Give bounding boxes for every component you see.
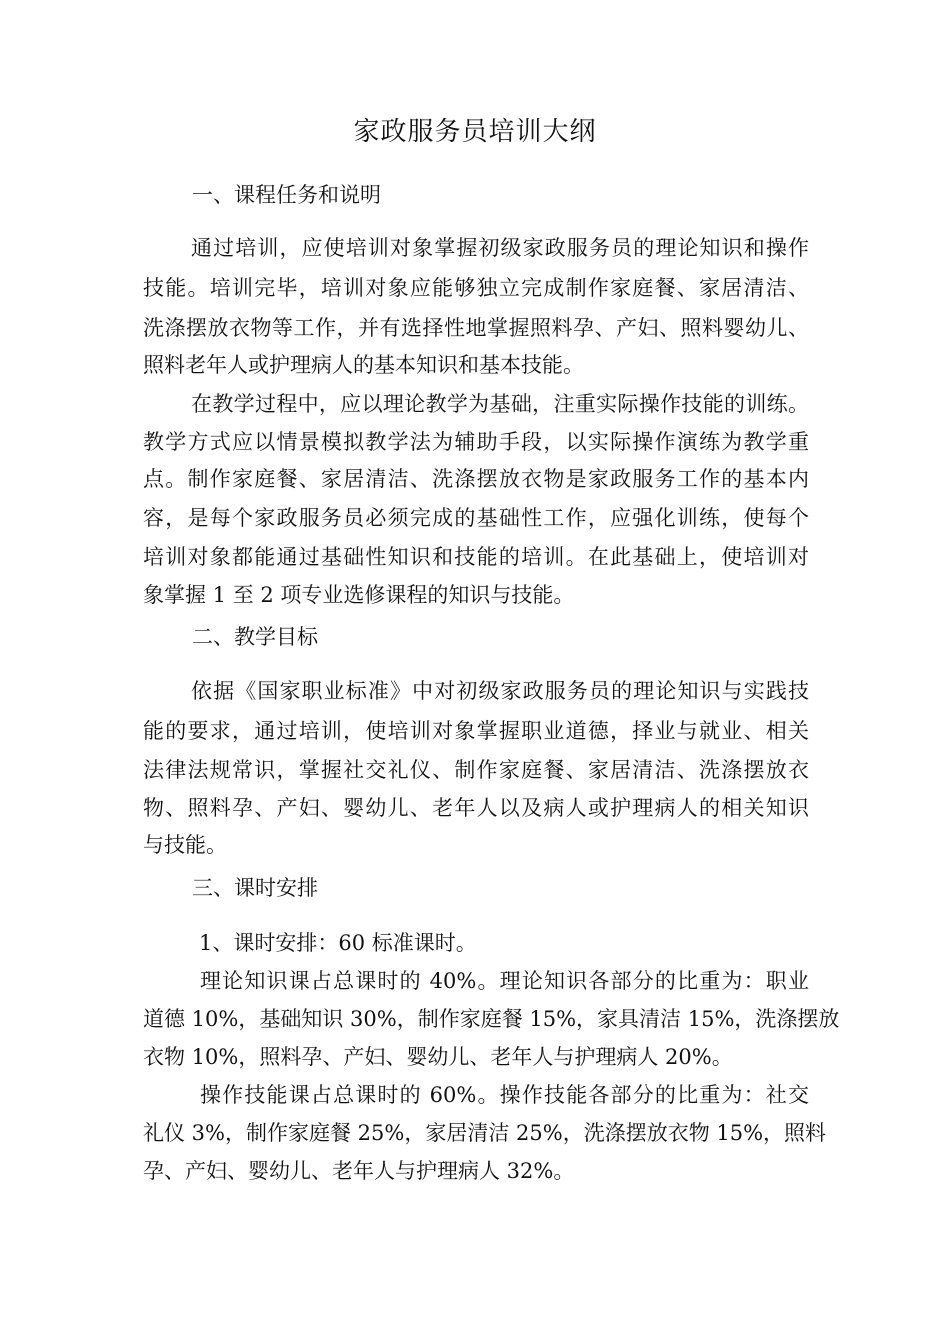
paragraph-line: 理论知识课占总课时的 40%。理论知识各部分的比重为：职业 (200, 969, 809, 993)
paragraph-line: 能的要求，通过培训，使培训对象掌握职业道德，择业与就业、相关 (143, 719, 809, 743)
paragraph-line: 道德 10%，基础知识 30%，制作家庭餐 15%，家具清洁 15%，洗涤摆放 (143, 1007, 840, 1031)
paragraph-line: 点。制作家庭餐、家居清洁、洗涤摆放衣物是家政服务工作的基本内 (143, 467, 809, 491)
paragraph-line: 容，是每个家政服务员必须完成的基础性工作，应强化训练，使每个 (143, 506, 809, 530)
paragraph-line: 孕、产妇、婴幼儿、老年人与护理病人 32%。 (143, 1159, 575, 1183)
paragraph-line: 通过培训，应使培训对象掌握初级家政服务员的理论知识和操作 (191, 236, 809, 260)
paragraph-line: 与技能。 (143, 833, 227, 857)
paragraph-line: 衣物 10%，照料孕、产妇、婴幼儿、老年人与护理病人 20%。 (143, 1045, 733, 1069)
section-heading-1: 一、课程任务和说明 (192, 183, 381, 207)
paragraph-line: 象掌握 1 至 2 项专业选修课程的知识与技能。 (143, 583, 575, 607)
section-heading-2: 二、教学目标 (192, 625, 318, 649)
paragraph-line: 培训对象都能通过基础性知识和技能的培训。在此基础上，使培训对 (143, 545, 809, 569)
list-item: 1、课时安排：60 标准课时。 (199, 931, 477, 955)
paragraph-line: 在教学过程中，应以理论教学为基础，注重实际操作技能的训练。 (191, 392, 809, 416)
paragraph-line: 依据《国家职业标准》中对初级家政服务员的理论知识与实践技 (191, 679, 809, 703)
paragraph-line: 技能。培训完毕，培训对象应能够独立完成制作家庭餐、家居清洁、 (143, 276, 809, 300)
section-heading-3: 三、课时安排 (192, 876, 318, 900)
paragraph-line: 礼仪 3%，制作家庭餐 25%，家居清洁 25%，洗涤摆放衣物 15%，照料 (143, 1121, 827, 1145)
paragraph-line: 物、照料孕、产妇、婴幼儿、老年人以及病人或护理病人的相关知识 (143, 796, 809, 820)
document-title: 家政服务员培训大纲 (353, 117, 597, 147)
paragraph-line: 法律法规常识，掌握社交礼仪、制作家庭餐、家居清洁、洗涤摆放衣 (143, 758, 809, 782)
paragraph-line: 操作技能课占总课时的 60%。操作技能各部分的比重为：社交 (200, 1083, 809, 1107)
paragraph-line: 教学方式应以情景模拟教学法为辅助手段，以实际操作演练为教学重 (143, 430, 809, 454)
paragraph-line: 照料老年人或护理病人的基本知识和基本技能。 (143, 353, 584, 377)
paragraph-line: 洗涤摆放衣物等工作，并有选择性地掌握照料孕、产妇、照料婴幼儿、 (143, 316, 809, 340)
